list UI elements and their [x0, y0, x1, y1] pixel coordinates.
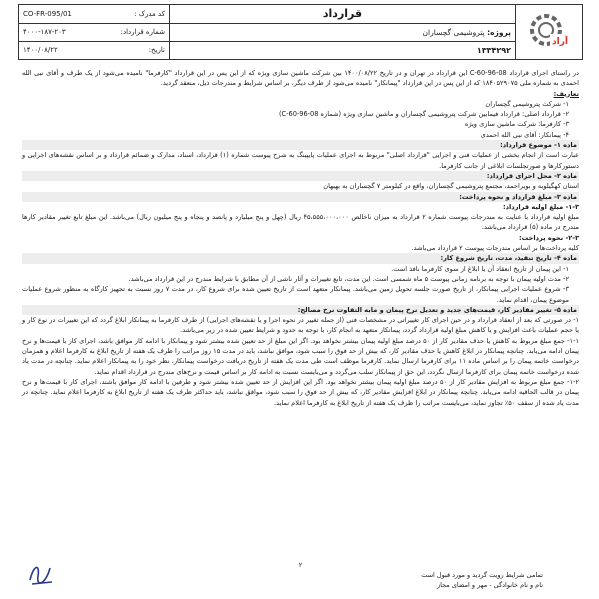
date-row — [19, 42, 169, 59]
project-row — [170, 24, 515, 42]
handwritten-signature-icon — [26, 558, 56, 588]
doc-code-row — [19, 6, 169, 24]
contract-no-value: ۴۰۰۰-۱۸۷-۲۰۳ — [23, 28, 66, 36]
contract-ref: ۱۳۳۴۲۹۲ — [476, 46, 511, 55]
page-footer — [18, 560, 583, 590]
article-5-intro: ۱- در صورتی که بعد از انعقاد قرارداد و در حین اجرای کار تغییراتی در مشخصات فنی (از جمله تغییر در نحوه اجرا و یا نقشه‌های اجرایی) از طرف کارفرما به پیمانکار ابلاغ گردد که این تغییرات در نوع کار و یا حجم عملیات باعث افزایش و یا کاهش مبلغ اولیه قرارداد گردد، پیمانکار متعهد به انجام کار، با توجه به حدود و شرایط تعیین شده در زیر می‌باشد. — [22, 316, 579, 335]
date-label: تاریخ: — [148, 46, 165, 54]
article-3-title: ماده ۳- مبلغ قرارداد و نحوه پرداخت: — [22, 192, 579, 202]
article-5-title: ماده ۵- تغییر مقادیر کار، قیمت‌های جدید و تعدیل نرخ پیمان و مابه التفاوت نرخ مصالح: — [22, 305, 579, 315]
intro-paragraph: در راستای اجرای قرارداد C-60-96-08 این قرارداد در تهران و در تاریخ ۱۴۰۰/۰۸/۲۲ بین شرکت ماشین سازی ویژه که از این پس در این قرارداد "کارفرما" نامیده می‌شود از یک طرف و آقای نبی الله احمدی به شماره ملی ۱۸۴۰۵۲۹۰۷۵ که از این پس در این قرارداد "پیمانکار" نامیده می‌شود از طرف دیگر، بر اساس شرایط و مندرجات ذیل، منعقد گردید. — [22, 69, 579, 88]
acceptance-text: تمامی شرایط رویت گردید و مورد قبول است — [421, 571, 543, 579]
doc-meta-cell — [19, 5, 170, 60]
date-value: ۱۴۰۰/۰۸/۲۲ — [23, 46, 58, 54]
project-value: پتروشیمی گچساران — [422, 28, 485, 37]
doc-code-label: کد مدرک : — [134, 10, 165, 18]
definitions-title: تعاریف: — [553, 89, 579, 98]
article-5-1: ۱-۱- جمع مبلغ مربوط به کاهش یا حذف مقادیر کار از ۵۰ درصد مبلغ اولیه پیمان بیشتر نخواهد بود. اگر این مبلغ از حد تعیین شده بیشتر شود و پیمانکار با ادامه کار موافق باشد، اجرای کار با قیمت‌ها و نرخ پیمان ادامه می‌یابد. چنانچه پیمانکار در ابلاغ کاهش یا حذف مقادیر کار، که بیش از حد فوق را سبب شود، موافق نباشد، باید در مدت ۱۵ روز مراتب را ظرف یک هفته از تاریخ ابلاغ به کارفرما اعلام و همزمان درخواست خاتمه پیمان را بر اساس ماده ۱۱ برای کارفرما ارسال نماید. کارفرما موظف است طی مدت یک هفته از تاریخ دریافت درخواست پیمانکار، نظر خود را به پیمانکار اعلام نماید. چنانچه در مدت یاد شده درخواست خاتمه پیمان برای کارفرما ارسال نگردد، این حق از پیمانکار سلب می‌گردد و می‌بایست نسبت به ادامه کار بر اساس قیمت و نرخ‌های مندرج در قرارداد اقدام نماید. — [22, 336, 579, 376]
definition-item: ۲- قرارداد اصلی: قرارداد فیمابین شرکت پتروشیمی گچساران و ماشین سازی ویژه (شماره C-60-96-08) — [278, 110, 569, 119]
logo-cell — [516, 5, 583, 60]
header-table — [18, 4, 583, 60]
article-4-title: ماده ۴- تاریخ تنفیذ، مدت، تاریخ شروع کار: — [22, 253, 579, 263]
contract-no-row — [19, 24, 169, 42]
contract-page — [18, 4, 583, 594]
project-label: پروژه: — [487, 28, 511, 37]
article-3-2-text: کلیه پرداخت‌ها بر اساس مندرجات پیوست ۲ قرارداد می‌باشد. — [411, 244, 579, 253]
article-4-item: ۲- مدت اولیه پیمان با توجه به برنامه زمانی پیوست ۵ ماه شمسی است. این مدت، تابع تغییرات و آثار ناشی از آن مطابق با شرایط مندرج در این قرارداد می‌باشد. — [128, 274, 569, 283]
footer-row — [18, 570, 583, 580]
article-4-item: ۱- این پیمان از تاریخ انعقاد آن یا ابلاغ از سوی کارفرما نافذ است. — [391, 264, 569, 273]
footer-row — [18, 580, 583, 590]
logo-text: آراد — [552, 37, 568, 47]
signature-caption: نام و نام خانوادگی - مهر و امضای مجاز — [436, 581, 543, 589]
article-3-1-text: مبلغ اولیه قرارداد با عنایت به مندرجات پیوست شماره ۲ قرارداد به میزان ناخالص ۴۵،۵۵۵،۰۰۰،۰۰۰ ریال (چهل و پنج میلیارد و پانصد و پنجاه و پنج میلیون ریال) می‌باشد. این مبلغ تابع تغییر مقادیر کارها مندرج در ماده (۵) قرارداد می‌باشد. — [22, 213, 579, 232]
page-number: ۲ — [298, 561, 303, 569]
definition-item: ۳- کارفرما: شرکت ماشین سازی ویژه — [464, 120, 569, 129]
article-2-title: ماده ۲- محل اجرای قرارداد: — [22, 171, 579, 181]
article-5-2: ۱-۲- جمع مبلغ مربوط به افزایش مقادیر کار از ۵۰ درصد مبلغ اولیه پیمان بیشتر نخواهد بود. اگر این افزایش از حد تعیین شده بیشتر شود و طرفین با ادامه کار موافق باشند، اجرای کار با قیمت‌ها و نرخ پیمان در قالب الحاقیه ادامه می‌یابد. چنانچه پیمانکار در ابلاغ افزایش مقادیر کار، که بیش از حد فوق را سبب شود، موافق نباشد، باید حداکثر ظرف یک هفته از تاریخ ابلاغ به کارفرما اعلام نماید. چنانچه در مدت یاد شده از سقف ۵۰٪ تجاوز نماید، می‌بایست مراتب را ظرف یک هفته از تاریخ ابلاغ به کارفرما اعلام نماید. — [22, 377, 579, 407]
contract-body — [18, 68, 583, 408]
article-3-1-title: ۱-۳- مبلغ اولیه قرارداد: — [502, 202, 579, 211]
page-title: قرارداد — [170, 5, 515, 24]
contract-no-label: شماره قرارداد: — [120, 28, 165, 36]
article-3-2-title: ۲-۳- نحوه پرداخت: — [519, 233, 579, 242]
definition-item: ۱- شرکت پتروشیمی گچساران — [485, 99, 569, 108]
article-1-title: ماده ۱- موضوع قرارداد: — [22, 140, 579, 150]
title-cell — [170, 5, 516, 60]
article-2-text: استان کهگیلویه و بویراحمد، مجتمع پتروشیمی گچساران، واقع در کیلومتر ۷ گچساران به بهبهان — [323, 182, 579, 191]
definition-item: ۴- پیمانکار: آقای نبی الله احمدی — [480, 130, 569, 139]
article-1-text: عبارت است از انجام بخشی از عملیات فنی و اجرایی "قرارداد اصلی" مربوط به اجرای عملیات پایپینگ به شرح پیوست شماره (۱) قرارداد، اسناد، مدارک و ضمائم قرارداد و بر اساس نقشه‌های اجرایی و دستورکارها و صورتجلسات ابلاغی از جانب کارفرما. — [22, 151, 579, 170]
company-gear-logo-icon — [526, 10, 572, 50]
article-4-item: ۳- شروع عملیات اجرایی پیمانکار، از تاریخ صورت جلسه تحویل زمین می‌باشد. پیمانکار متعهد است از تاریخ تعیین شده برای شروع کار، در مدت ۷ روز نسبت به تجهیز کارگاه به منظور شروع عملیات موضوع پیمان، اقدام نماید. — [22, 285, 569, 304]
doc-code-value: CO-FR-095/01 — [23, 10, 72, 18]
